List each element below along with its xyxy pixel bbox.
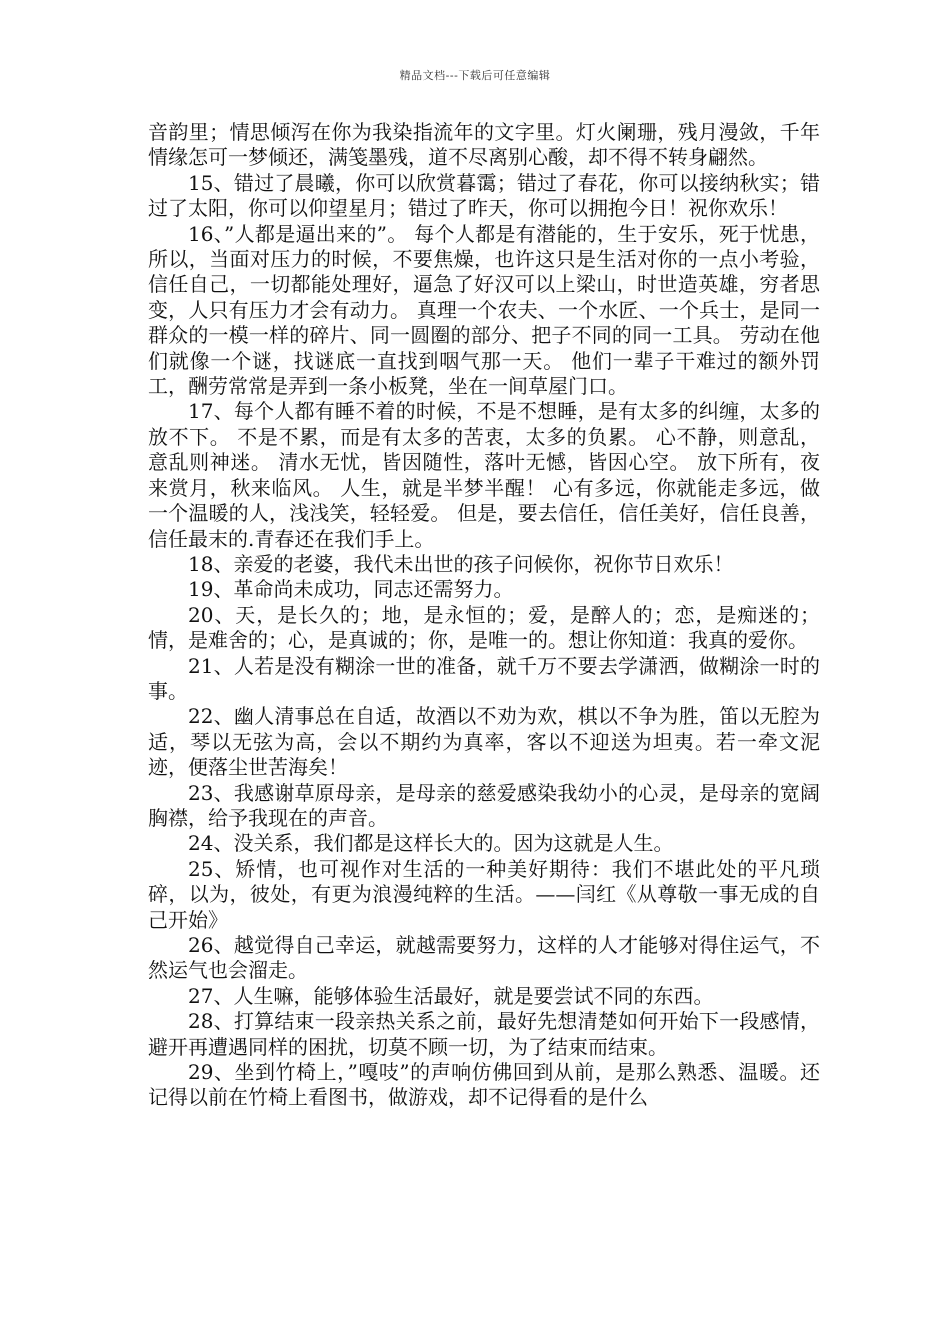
paragraph-18: 18、亲爱的老婆，我代未出世的孩子问候你，祝你节日欢乐！ <box>188 551 734 576</box>
paragraph-27: 27、人生嘛，能够体验生活最好，就是要尝试不同的东西。 <box>188 983 714 1008</box>
page-header: 精品文档---下载后可任意编辑 <box>399 69 551 82</box>
paragraph-28: 28、打算结束一段亲热关系之前，最好先想清楚如何开始下一段感情，避开再遭遇同样的困扰，切莫不顾一切，为了结束而结束。 <box>148 1009 820 1059</box>
paragraph-21: 21、人若是没有糊涂一世的准备，就千万不要去学潇洒，做糊涂一时的事。 <box>148 653 820 703</box>
paragraph-25: 25、矫情，也可视作对生活的一种美好期待：我们不堪此处的平凡琐碎，以为，彼处，有更为浪漫纯粹的生活。——闫红《从尊敬一事无成的自己开始》 <box>148 856 820 932</box>
paragraph-24: 24、没关系，我们都是这样长大的。因为这就是人生。 <box>188 831 674 856</box>
paragraph-17: 17、每个人都有睡不着的时候，不是不想睡，是有太多的纠缠，太多的放不下。 不是不累，而是有太多的苦衷，太多的负累。 心不静，则意乱，意乱则神迷。 清水无忧，皆因随性，落叶无憾，皆因心空。 放下所有，夜来赏月，秋来临风。 人生，就是半梦半醒！ 心有多远，你就能走多远，做一个温暖的人，浅浅笑，轻轻爱。 但是，要去信任，信任美好，信任良善，信任最末的.青春还在我们手上。 <box>148 399 820 551</box>
paragraph-19: 19、革命尚未成功，同志还需努力。 <box>188 577 514 602</box>
document-body <box>148 120 820 1111</box>
paragraph-16: 16、”人都是逼出来的”。 每个人都是有潜能的，生于安乐，死于忧患，所以，当面对压力的时候，不要焦燥，也许这只是生活对你的一点小考验，信任自己，一切都能处理好，逼急了好汉可以上梁山，时世造英雄，穷者思变，人只有压力才会有动力。 真理一个农夫、一个水匠、一个兵士，是同一群众的一模一样的碎片、同一圆圈的部分、把子不同的同一工具。 劳动在他们就像一个谜，找谜底一直找到咽气那一天。 他们一辈子干难过的额外罚工，酬劳常常是弄到一条小板凳，坐在一间草屋门口。 <box>148 221 820 399</box>
paragraph-26: 26、越觉得自己幸运，就越需要努力，这样的人才能够对得住运气，不然运气也会溜走。 <box>148 933 820 983</box>
paragraph-20: 20、天，是长久的；地，是永恒的；爱，是醉人的；恋，是痴迷的；情，是难舍的；心，是真诚的；你，是唯一的。想让你知道：我真的爱你。 <box>148 602 820 653</box>
paragraph-22: 22、幽人清事总在自适，故酒以不劝为欢，棋以不争为胜，笛以无腔为适，琴以无弦为高，会以不期约为真率，客以不迎送为坦夷。若一牵文泥迹，便落尘世苦海矣！ <box>148 704 820 780</box>
paragraph-15: 15、错过了晨曦，你可以欣赏暮霭；错过了春花，你可以接纳秋实；错过了太阳，你可以仰望星月；错过了昨天，你可以拥抱今日！祝你欢乐！ <box>148 170 820 221</box>
paragraph-29: 29、坐到竹椅上，”嘎吱”的声响仿佛回到从前，是那么熟悉、温暖。还记得以前在竹椅上看图书，做游戏，却不记得看的是什么 <box>148 1060 820 1110</box>
paragraph-continued: 音韵里；情思倾泻在你为我染指流年的文字里。灯火阑珊，残月漫敛，千年情缘怎可一梦倾还，满笺墨残，道不尽离别心酸，却不得不转身翩然。 <box>148 120 820 170</box>
paragraph-23: 23、我感谢草原母亲，是母亲的慈爱感染我幼小的心灵，是母亲的宽阔胸襟，给予我现在的声音。 <box>148 780 820 830</box>
